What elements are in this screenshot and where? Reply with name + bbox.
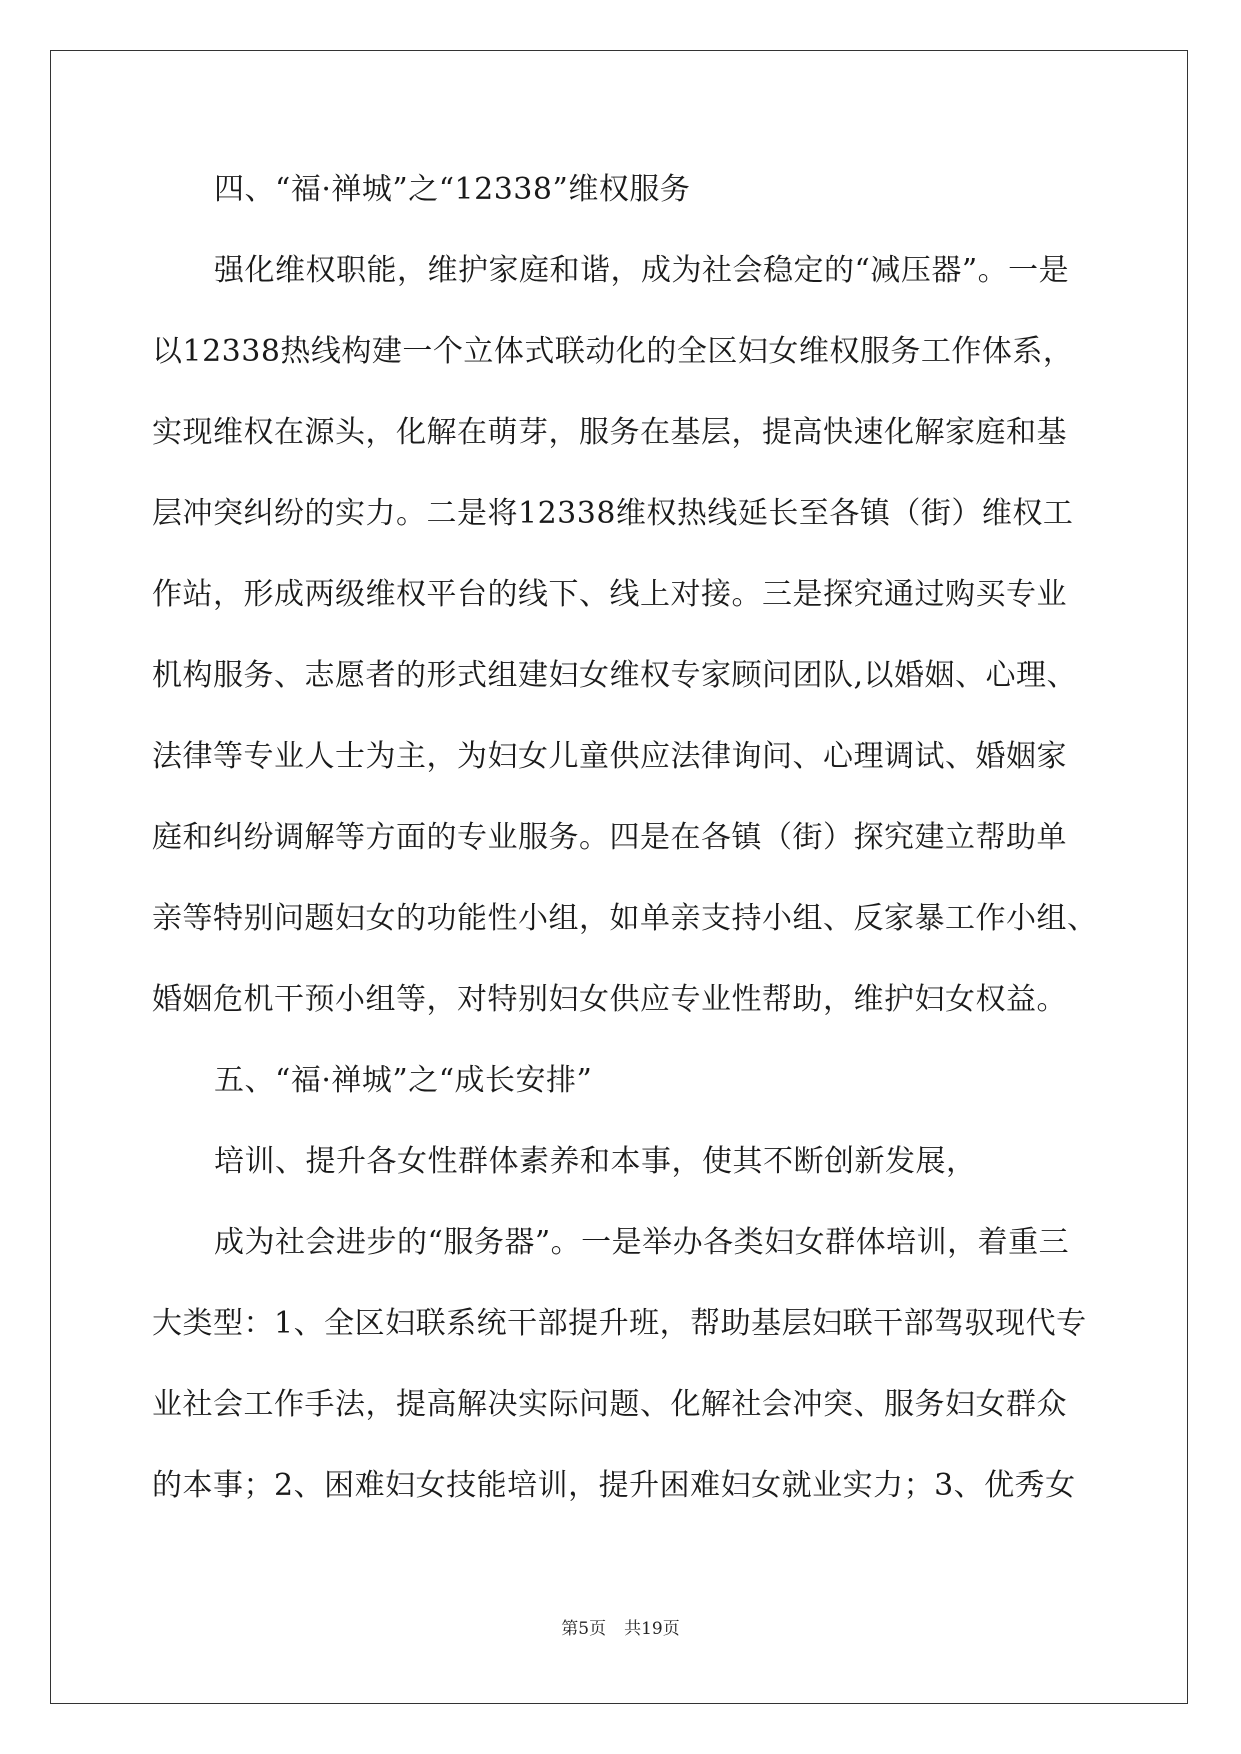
document-body [152,161,1112,1538]
paragraph-line: 以12338热线构建一个立体式联动化的全区妇女维权服务工作体系， [152,334,1074,369]
paragraph-line: 机构服务、志愿者的形式组建妇女维权专家顾问团队,以婚姻、心理、 [152,658,1078,693]
paragraph-line: 庭和纠纷调解等方面的专业服务。四是在各镇（街）探究建立帮助单 [152,820,1067,855]
paragraph-line: 业社会工作手法，提高解决实际问题、化解社会冲突、服务妇女群众 [152,1387,1067,1422]
section-heading-4: 四、“福·禅城”之“12338”维权服务 [214,172,691,207]
paragraph-line: 成为社会进步的“服务器”。一是举办各类妇女群体培训，着重三 [214,1225,1070,1260]
page-number-total: 共19页 [624,1619,680,1639]
paragraph-line: 作站，形成两级维权平台的线下、线上对接。三是探究通过购买专业 [152,577,1067,612]
paragraph-line: 强化维权职能，维护家庭和谐，成为社会稳定的“减压器”。一是 [214,253,1070,288]
paragraph-line: 层冲突纠纷的实力。二是将12338维权热线延长至各镇（街）维权工 [152,496,1074,531]
page-footer [0,1614,1241,1639]
section-heading-5: 五、“福·禅城”之“成长安排” [214,1063,593,1098]
paragraph-line: 大类型：1、全区妇联系统干部提升班，帮助基层妇联干部驾驭现代专 [152,1306,1087,1341]
paragraph-line: 实现维权在源头，化解在萌芽，服务在基层，提高快速化解家庭和基 [152,415,1067,450]
paragraph-line: 法律等专业人士为主，为妇女儿童供应法律询问、心理调试、婚姻家 [152,739,1067,774]
page-number-current: 第5页 [561,1619,607,1639]
paragraph-line: 的本事；2、困难妇女技能培训，提升困难妇女就业实力；3、优秀女 [152,1468,1076,1503]
paragraph-line: 亲等特别问题妇女的功能性小组，如单亲支持小组、反家暴工作小组、 [152,901,1098,936]
paragraph-line: 培训、提升各女性群体素养和本事，使其不断创新发展， [214,1144,977,1179]
paragraph-line: 婚姻危机干预小组等，对特别妇女供应专业性帮助，维护妇女权益。 [152,982,1067,1017]
